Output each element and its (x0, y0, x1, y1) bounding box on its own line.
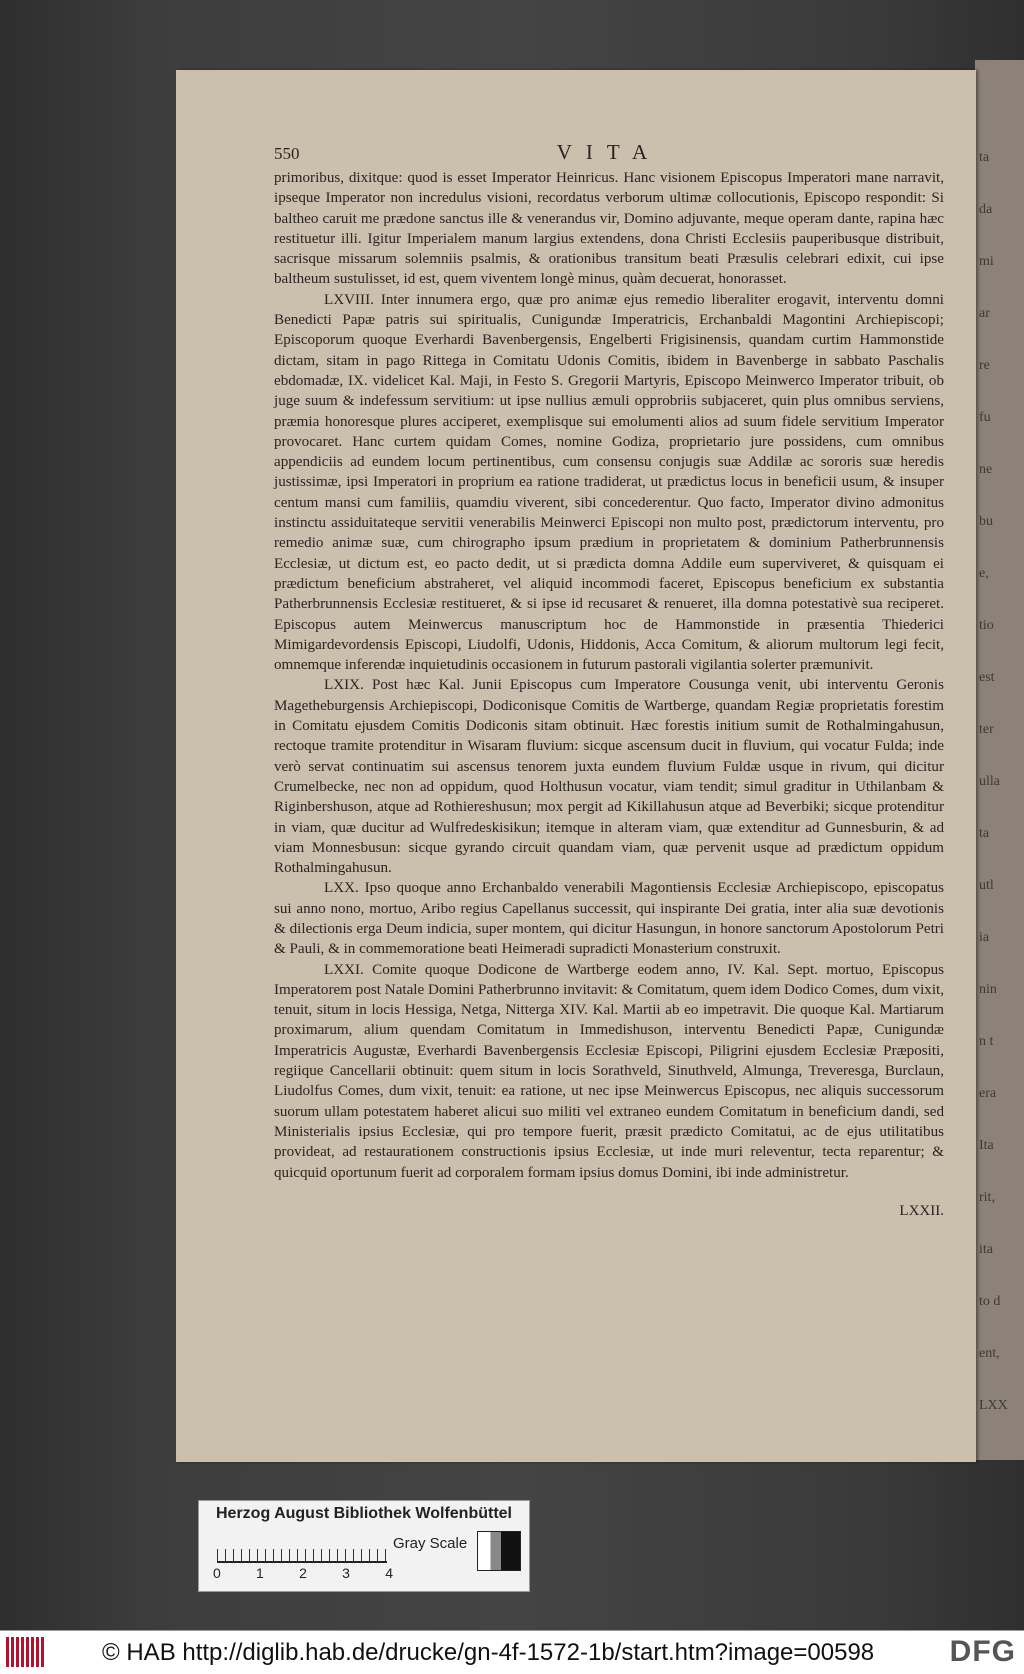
ruler-scale (217, 1537, 387, 1563)
facing-page-fragment: ent, (979, 1346, 1000, 1361)
facing-page-fragment: fu (979, 410, 991, 425)
ruler-digit: 0 (213, 1565, 221, 1581)
library-name: Herzog August Bibliothek Wolfenbüttel (216, 1505, 512, 1522)
facing-page-fragment: est (979, 670, 995, 685)
ruler-digit: 4 (385, 1565, 393, 1581)
paragraph-lxviii: LXVIII. Inter innumera ergo, quæ pro animæ ejus remedio liberaliter erogavit, interventu domni Benedicti Papæ patris sui spiritualis, Cunigundæ Imperatricis, Erchanbaldi Magontini Archiepiscopi; Episcoporum quoque Everhardi Bavenbergensis, Engelberti Frigisinensis, quandam curtim Hammonstide dictam, sitam in pago Rittega in Comitatu Udonis Comitis, ibidem in Bavenberge in sabbato Paschalis ebdomadæ, IX. videlicet Kal. Maji, in Festo S. Gregorii Martyris, Episcopo Meinwerco Imperator tribuit, ob juge suum & indefessum servitium: ut ipse nullius æmuli opprobriis subjaceret, quin plus omnibus serviens, præmia honoresque plures acciperet, exemplisque sui emolumenti alios ad suum fidele servitium Imperator provocaret. Hanc curtem quidam Comes, nomine Godiza, proprietario jure possidens, cum omnibus appendiciis ad eundem locum pertinentibus, cum consensu conjugis suæ Addilæ ac sororis suæ heredis justissimæ, ipsi Imperatori in proprium ea ratione tradiderat, ut prædictus locus in beneficii usum, & insuper centum mansi cum familiis, quamdiu viverent, sibi concederentur. Quo facto, Imperator divino admonitus instinctu assiduitateque servitii venerabilis Meinwerci Episcopi non multo post, prædictorum interventu, pro remedio animæ suæ, cum chirographo ipsum prædium in proprietatem & dominium Patherbrunnensis Ecclesiæ, ut dictum est, eo pacto dedit, ut si prædicta domna Addile eum superviveret, & quisquam ei prædictum beneficium abstraheret, vel aliquid incommodi faceret, Episcopus beneficium ex substantia Patherbrunnensis Ecclesiæ restitueret, & si ipse id recusaret & renueret, illa domna potestativè sua reciperet. Episcopus autem Meinwercus manuscriptum hoc de Hammonstide in præsentia Thiederici Mimigardevordensis Episcopi, Liudolfi, Udonis, Hiddonis, Acca Comitum, & aliorum multorum legi fecit, omnemque inferendæ inquietudinis occasionem in futurum pastorali vigilantia solerter præmunivit. (274, 291, 944, 674)
facing-page-fragment: utl (979, 878, 994, 893)
dfg-logo: DFG (949, 1635, 1016, 1668)
paragraph-lxxi: LXXI. Comite quoque Dodicone de Wartberge eodem anno, IV. Kal. Sept. mortuo, Episcopus Imperatorem post Natale Domini Patherbrunno invitavit: & Comitatum, quem idem Dodico Comes, dum vixit, tenuit, situm in locis Hessiga, Netga, Nitterga XIV. Kal. Martii ab eo impetravit. Die quoque Kal. Martiarum proximarum, alium quendam Comitatum in Immedishuson, interventu Benedicti Papæ, Cunigundæ Imperatricis Augustæ, Everhardi Bavenbergensis Ecclesiæ Episcopi, Piligrini ejusdem Ecclesiæ Præpositi, regiique Cancellarii obtinuit: quem situm in locis Sorathveld, Sinuthveld, Almunga, Treveresga, Burclaun, Liudolfus Comes, dum vixit, tenuit: ea ratione, ut nec ipse Meinwercus Episcopus, nec aliquis successorum suorum ullam potestatem haberet alicui suo militi vel extraneo eundem Comitatum in beneficium dandi, sed Ministerialis ipsius Ecclesiæ, qui pro tempore fuerit, præsit prædicto Comitatui, ac de ejus utilitatibus provideat, ad restaurationem constructionis ipsius Ecclesiæ, ut inde muri releventur, tecta reparentur; & quicquid oportunum fuerit ad corporalem formam ipsius domus Domini, ibi inde administretur. (274, 961, 944, 1181)
facing-page-fragment: nin (979, 982, 997, 997)
facing-page-fragment: era (979, 1086, 997, 1101)
facing-page-fragment: ter (979, 722, 994, 737)
facing-page-fragment: tio (979, 618, 994, 633)
paragraph-lxx: LXX. Ipso quoque anno Erchanbaldo venerabili Magontiensis Ecclesiæ Archiepiscopo, episcopatus sui anno nono, mortuo, Aribo regius Capellanus successit, qui inspirante Dei gratia, inter alia suæ devotionis & dilectionis erga Deum indicia, super montem, qui dicitur Hasungun, in honore sanctorum Apostolorum Petri & Pauli, & in commemoratione beati Heimeradi supradicti Monasterium construxit. (274, 880, 944, 958)
footer-bar (0, 1630, 1024, 1674)
catchword: LXXII. (899, 1202, 944, 1219)
facing-page-fragment: ar (979, 306, 990, 321)
ruler-digit: 2 (299, 1565, 307, 1581)
facing-page-fragment: bu (979, 514, 993, 529)
page-number: 550 (274, 144, 300, 163)
facing-page-fragment: re (979, 358, 990, 373)
facing-page-fragment: ta (979, 150, 990, 165)
facing-page-fragment: ne (979, 462, 993, 477)
facing-page-fragment: n t (979, 1034, 994, 1049)
facing-page-fragment: ia (979, 930, 990, 945)
facing-page-fragment: Ita (979, 1138, 994, 1153)
document-page (176, 70, 976, 1462)
color-card (198, 1500, 530, 1592)
page-text-block (274, 142, 944, 1221)
running-head: VITA (556, 140, 662, 164)
facing-page-fragment: da (979, 202, 993, 217)
page-header (274, 142, 944, 168)
hab-logo-icon (6, 1637, 46, 1667)
ruler-digits (213, 1565, 393, 1581)
facing-page-fragment: ita (979, 1242, 993, 1257)
paragraph-lxix: LXIX. Post hæc Kal. Junii Episcopus cum Imperatore Cousunga venit, ubi interventu Geronis Magetheburgensis Archiepiscopi, Dodiconisque Comitis de Wartberge, quandam Regiæ proprietatis forestim in Comitatu ejusdem Comitis Dodiconis sitam obtinuit. Hæc forestis initium sumit de Rothalmingahusun, rectoque tramite protenditur in Wisaram fluvium: sicque ascensum ducit in fluvium, qui vocatur Fulda; inde verò servat continuatim sui ascensus tenorem juxta eundem fluvium Fuldæ usque in rivum, qui dicitur Crumelbecke, nec non ad oppidum, quod Holthusun vocatur, viam tendit; simul graditur in Uthilanbam & Riginbershuson, atque ad Rothiereshusun; mox pergit ad Kikillahusun atque ad Beverbiki; sicque protenditur in viam, quæ ducitur ad Wulfredeskisikun; itemque in alteram viam, quæ extenditur ad Gunnesburin, & ad viam Monnesbusun: sicque gyrando circuit quandam viam, quæ pervenit usque ad prædictum oppidum Rothalmingahusun. (274, 677, 944, 877)
facing-page-fragment: mi (979, 254, 994, 269)
facing-page-fragment: ta (979, 826, 990, 841)
paragraph: primoribus, dixitque: quod is esset Imperator Heinricus. Hanc visionem Episcopus Imperatori mane narravit, ipseque Imperator non incredulus visioni, recordatus verborum ultimæ collocutionis, Episcopo respondit: Si baltheo caruit me prædone sanctus ille & venerandus vir, Domino adjuvante, meque operam dante, rapina hæc restituetur illi. Igitur Imperialem manum largius extendens, dona Christi Ecclesiis pauperibusque distribuit, sacrisque missarum solemniis psalmis, & orationibus transitum beati Præsulis celebrari edixit, cui ipse baltheum sustulisset, id est, quem viventem longè minus, quàm decuerat, honorasset. (274, 170, 944, 288)
ruler-digit: 1 (256, 1565, 264, 1581)
ruler-digit: 3 (342, 1565, 350, 1581)
facing-page-fragment: rit, (979, 1190, 995, 1205)
source-url[interactable]: © HAB http://diglib.hab.de/drucke/gn-4f-1572-1b/start.htm?image=00598 (102, 1639, 875, 1666)
facing-page-fragment: to d (979, 1294, 1001, 1309)
gray-scale-label: Gray Scale (393, 1535, 468, 1552)
facing-page-edge (975, 60, 1024, 1460)
facing-page-fragment: LXX (979, 1398, 1008, 1413)
facing-page-fragment: e, (979, 566, 989, 581)
facing-page-fragment: ulla (979, 774, 1000, 789)
gray-swatch (477, 1531, 521, 1571)
